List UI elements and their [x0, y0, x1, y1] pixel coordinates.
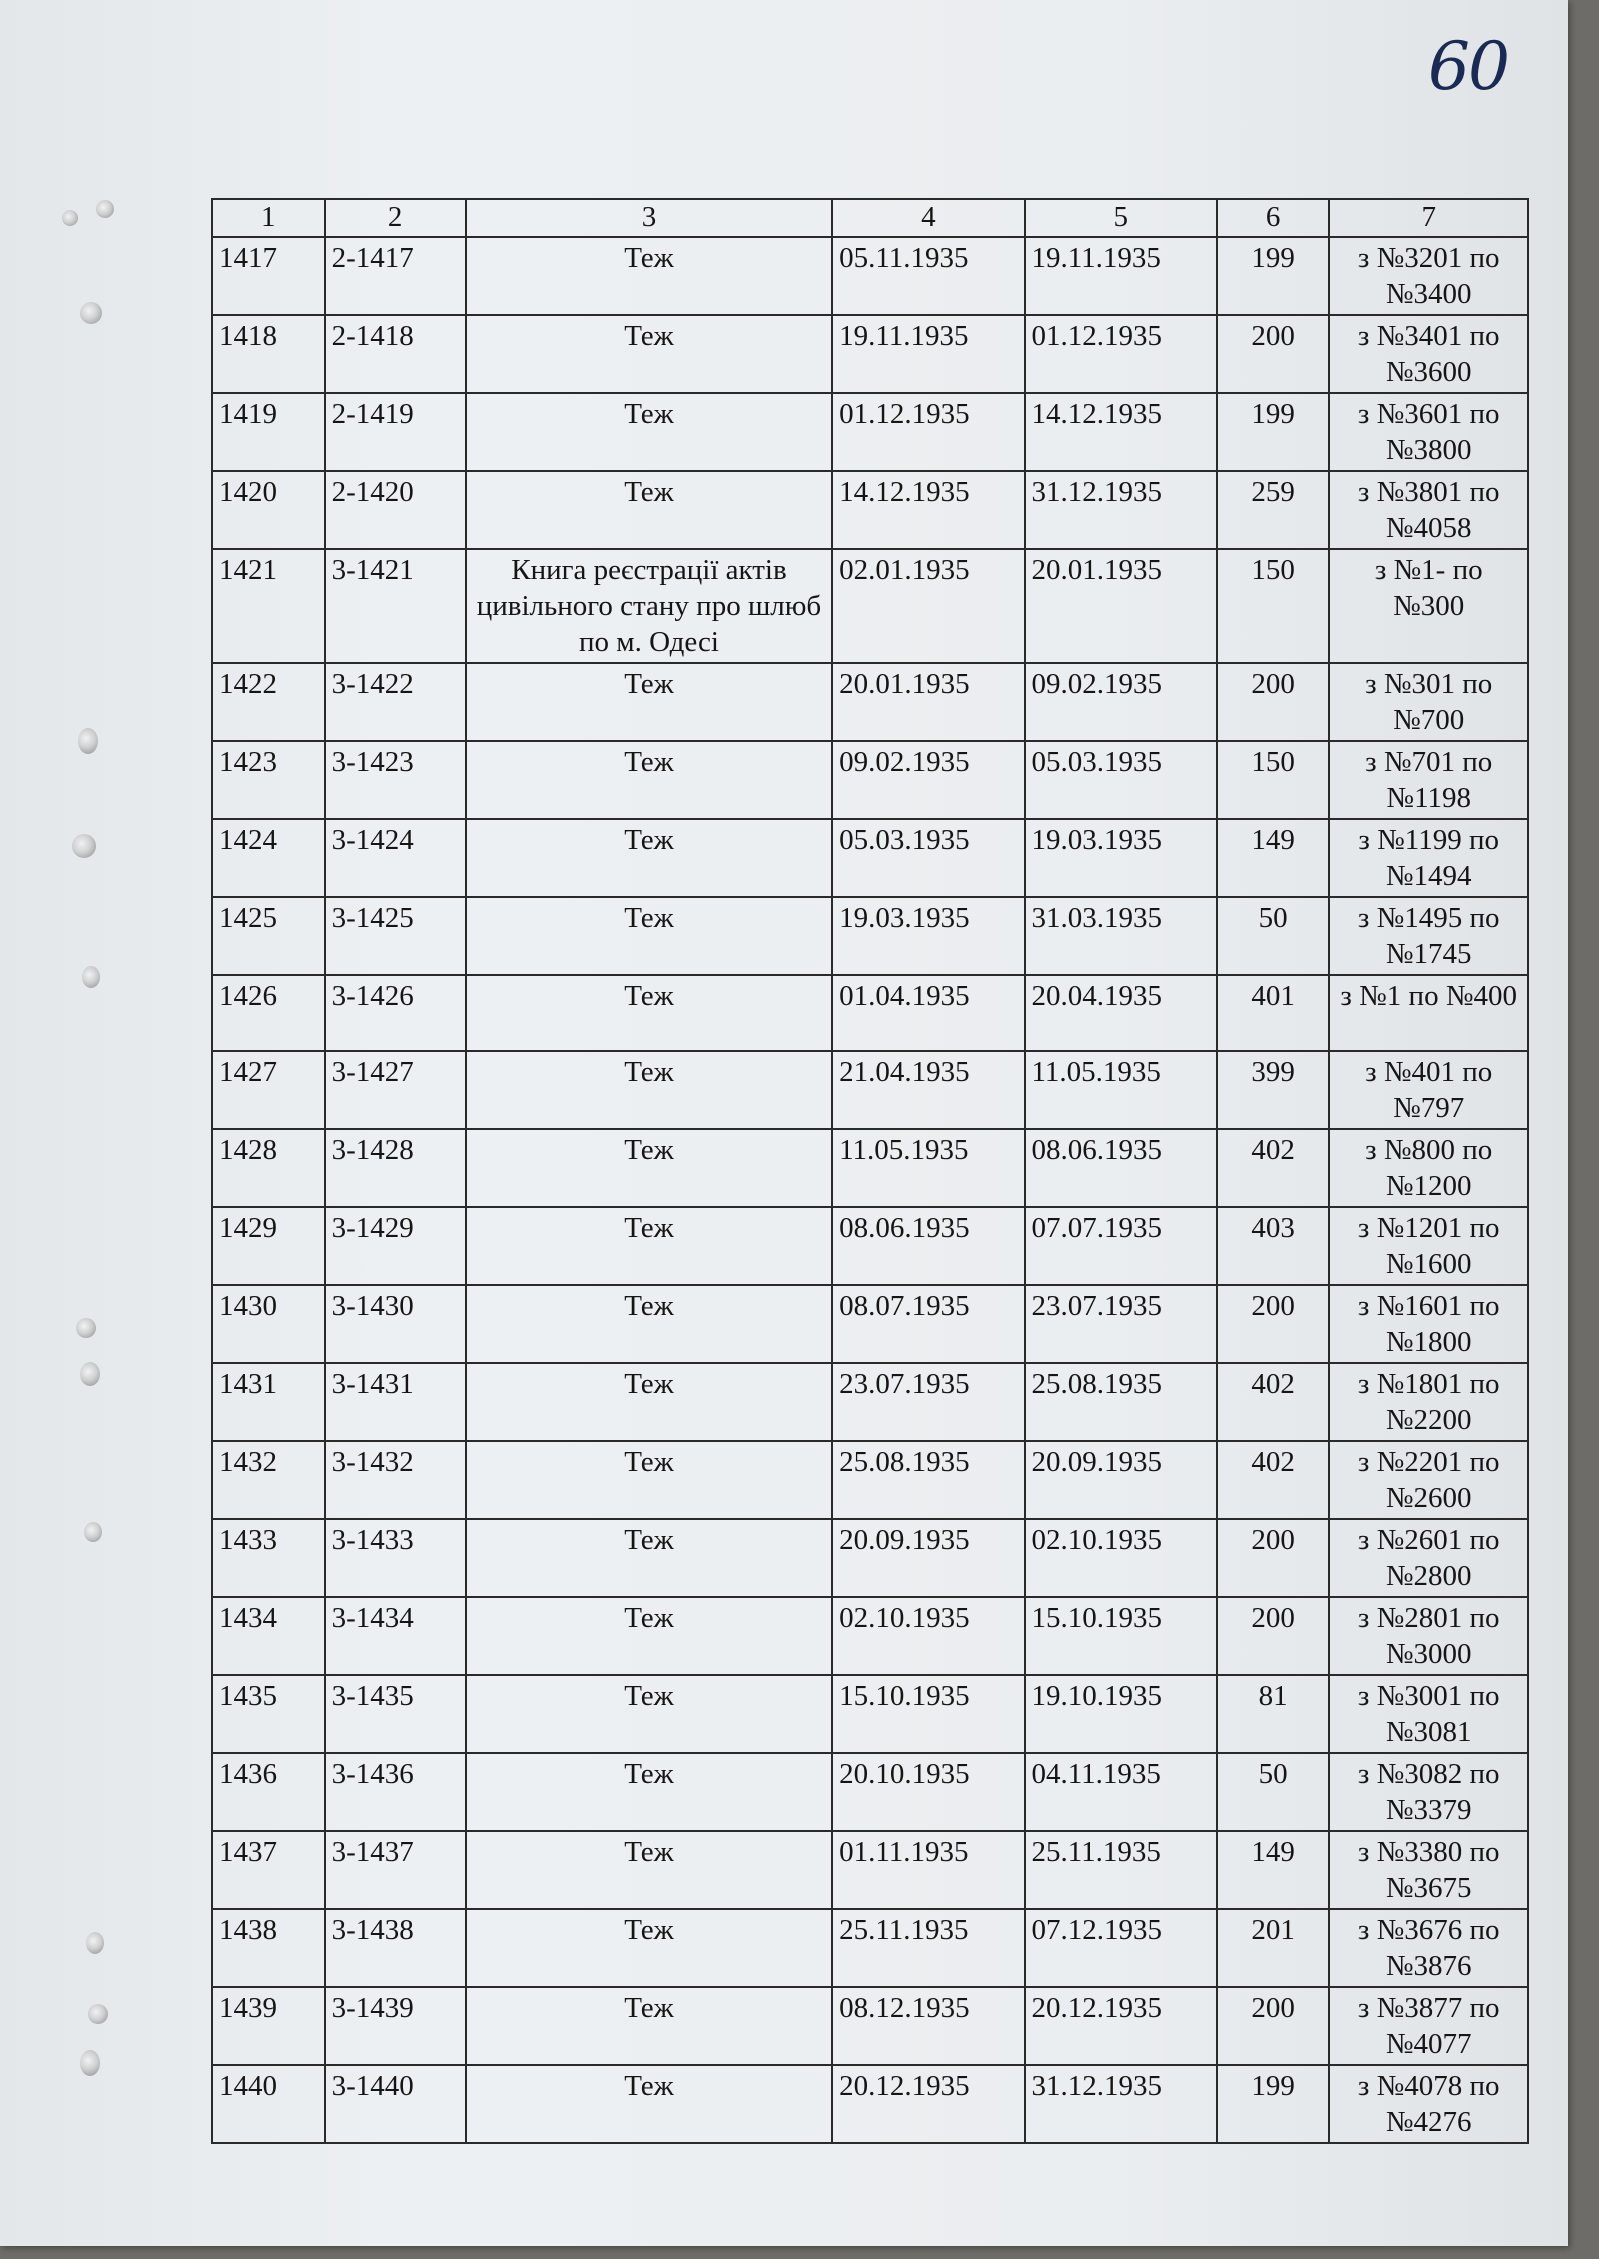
cell-file-number: 1432 [212, 1441, 325, 1519]
cell-start-date: 19.03.1935 [832, 897, 1024, 975]
header-row [212, 199, 1528, 237]
cell-record-range: з №1495 по №1745 [1329, 897, 1528, 975]
table-row [212, 237, 1528, 315]
table-row [212, 1441, 1528, 1519]
cell-record-count: 200 [1217, 663, 1330, 741]
cell-end-date: 23.07.1935 [1025, 1285, 1217, 1363]
cell-title: Теж [466, 1363, 832, 1441]
cell-file-number: 1427 [212, 1051, 325, 1129]
cell-cipher: 3-1439 [325, 1987, 466, 2065]
punch-hole-icon [88, 2004, 108, 2024]
cell-start-date: 20.01.1935 [832, 663, 1024, 741]
cell-end-date: 07.12.1935 [1025, 1909, 1217, 1987]
cell-start-date: 15.10.1935 [832, 1675, 1024, 1753]
table-row [212, 1753, 1528, 1831]
cell-record-count: 401 [1217, 975, 1330, 1051]
cell-record-count: 200 [1217, 1987, 1330, 2065]
table-row [212, 741, 1528, 819]
table-row [212, 2065, 1528, 2143]
cell-record-count: 199 [1217, 2065, 1330, 2143]
cell-end-date: 19.03.1935 [1025, 819, 1217, 897]
cell-start-date: 25.11.1935 [832, 1909, 1024, 1987]
punch-hole-icon [78, 728, 98, 754]
cell-file-number: 1428 [212, 1129, 325, 1207]
cell-title: Теж [466, 897, 832, 975]
cell-record-range: з №2601 по №2800 [1329, 1519, 1528, 1597]
cell-cipher: 2-1419 [325, 393, 466, 471]
cell-cipher: 3-1426 [325, 975, 466, 1051]
cell-title: Теж [466, 1675, 832, 1753]
cell-cipher: 3-1429 [325, 1207, 466, 1285]
cell-file-number: 1417 [212, 237, 325, 315]
cell-cipher: 3-1428 [325, 1129, 466, 1207]
cell-end-date: 20.12.1935 [1025, 1987, 1217, 2065]
table-row [212, 1519, 1528, 1597]
cell-title: Теж [466, 975, 832, 1051]
cell-record-range: з №4078 по №4276 [1329, 2065, 1528, 2143]
punch-hole-icon [62, 210, 78, 226]
cell-end-date: 07.07.1935 [1025, 1207, 1217, 1285]
punch-hole-icon [76, 1318, 96, 1338]
cell-cipher: 3-1425 [325, 897, 466, 975]
cell-start-date: 25.08.1935 [832, 1441, 1024, 1519]
cell-file-number: 1422 [212, 663, 325, 741]
cell-cipher: 3-1432 [325, 1441, 466, 1519]
cell-record-count: 150 [1217, 741, 1330, 819]
cell-cipher: 2-1418 [325, 315, 466, 393]
punch-hole-icon [84, 1522, 102, 1542]
cell-file-number: 1423 [212, 741, 325, 819]
registry-table [211, 198, 1529, 2144]
cell-record-count: 200 [1217, 1597, 1330, 1675]
cell-file-number: 1440 [212, 2065, 325, 2143]
cell-file-number: 1437 [212, 1831, 325, 1909]
cell-title: Теж [466, 819, 832, 897]
table-row [212, 471, 1528, 549]
cell-file-number: 1419 [212, 393, 325, 471]
cell-start-date: 02.10.1935 [832, 1597, 1024, 1675]
cell-file-number: 1435 [212, 1675, 325, 1753]
cell-record-count: 399 [1217, 1051, 1330, 1129]
cell-record-range: з №3380 по №3675 [1329, 1831, 1528, 1909]
cell-title: Теж [466, 1753, 832, 1831]
punch-hole-icon [72, 834, 96, 858]
cell-start-date: 14.12.1935 [832, 471, 1024, 549]
cell-record-count: 199 [1217, 237, 1330, 315]
cell-file-number: 1420 [212, 471, 325, 549]
registry-table-body [212, 237, 1528, 2143]
table-row [212, 1987, 1528, 2065]
cell-record-count: 200 [1217, 1519, 1330, 1597]
cell-record-range: з №2201 по №2600 [1329, 1441, 1528, 1519]
cell-record-count: 150 [1217, 549, 1330, 663]
column-header: 3 [466, 199, 832, 237]
cell-file-number: 1439 [212, 1987, 325, 2065]
cell-file-number: 1425 [212, 897, 325, 975]
cell-title: Теж [466, 393, 832, 471]
cell-cipher: 3-1422 [325, 663, 466, 741]
cell-title: Теж [466, 1987, 832, 2065]
column-header: 7 [1329, 199, 1528, 237]
cell-end-date: 20.09.1935 [1025, 1441, 1217, 1519]
cell-end-date: 14.12.1935 [1025, 393, 1217, 471]
punch-hole-icon [80, 1362, 100, 1386]
cell-record-count: 199 [1217, 393, 1330, 471]
cell-record-range: з №1- по №300 [1329, 549, 1528, 663]
cell-record-count: 149 [1217, 819, 1330, 897]
cell-record-count: 402 [1217, 1363, 1330, 1441]
table-row [212, 1285, 1528, 1363]
cell-title: Теж [466, 315, 832, 393]
cell-end-date: 20.01.1935 [1025, 549, 1217, 663]
cell-start-date: 08.07.1935 [832, 1285, 1024, 1363]
cell-start-date: 08.12.1935 [832, 1987, 1024, 2065]
table-row [212, 549, 1528, 663]
cell-title: Теж [466, 237, 832, 315]
cell-end-date: 11.05.1935 [1025, 1051, 1217, 1129]
cell-start-date: 01.12.1935 [832, 393, 1024, 471]
cell-start-date: 21.04.1935 [832, 1051, 1024, 1129]
cell-title: Теж [466, 1051, 832, 1129]
cell-file-number: 1434 [212, 1597, 325, 1675]
cell-record-count: 50 [1217, 897, 1330, 975]
punch-hole-icon [82, 966, 100, 988]
cell-record-count: 259 [1217, 471, 1330, 549]
cell-title: Теж [466, 1597, 832, 1675]
cell-title: Теж [466, 741, 832, 819]
cell-record-count: 81 [1217, 1675, 1330, 1753]
cell-title: Теж [466, 1441, 832, 1519]
table-row [212, 393, 1528, 471]
cell-start-date: 05.11.1935 [832, 237, 1024, 315]
cell-file-number: 1418 [212, 315, 325, 393]
cell-cipher: 3-1440 [325, 2065, 466, 2143]
cell-title: Теж [466, 471, 832, 549]
cell-record-count: 201 [1217, 1909, 1330, 1987]
cell-start-date: 01.04.1935 [832, 975, 1024, 1051]
cell-end-date: 01.12.1935 [1025, 315, 1217, 393]
cell-record-range: з №701 по №1198 [1329, 741, 1528, 819]
cell-title: Книга реєстрації актів цивільного стану про шлюб по м. Одесі [466, 549, 832, 663]
cell-record-range: з №1601 по №1800 [1329, 1285, 1528, 1363]
cell-file-number: 1421 [212, 549, 325, 663]
cell-cipher: 3-1436 [325, 1753, 466, 1831]
cell-start-date: 20.09.1935 [832, 1519, 1024, 1597]
cell-cipher: 3-1438 [325, 1909, 466, 1987]
cell-record-count: 50 [1217, 1753, 1330, 1831]
cell-cipher: 3-1423 [325, 741, 466, 819]
cell-title: Теж [466, 1831, 832, 1909]
column-header: 5 [1025, 199, 1217, 237]
table-row [212, 1675, 1528, 1753]
cell-record-count: 149 [1217, 1831, 1330, 1909]
cell-file-number: 1433 [212, 1519, 325, 1597]
cell-record-range: з №3001 по №3081 [1329, 1675, 1528, 1753]
cell-cipher: 3-1430 [325, 1285, 466, 1363]
cell-file-number: 1438 [212, 1909, 325, 1987]
cell-start-date: 20.12.1935 [832, 2065, 1024, 2143]
cell-cipher: 3-1433 [325, 1519, 466, 1597]
cell-record-range: з №3601 по №3800 [1329, 393, 1528, 471]
cell-record-range: з №3676 по №3876 [1329, 1909, 1528, 1987]
cell-end-date: 08.06.1935 [1025, 1129, 1217, 1207]
cell-end-date: 02.10.1935 [1025, 1519, 1217, 1597]
cell-title: Теж [466, 2065, 832, 2143]
cell-start-date: 05.03.1935 [832, 819, 1024, 897]
handwritten-page-number: 60 [1428, 28, 1508, 105]
punch-hole-icon [80, 302, 102, 324]
cell-file-number: 1424 [212, 819, 325, 897]
punch-hole-icon [80, 2050, 100, 2076]
cell-end-date: 25.11.1935 [1025, 1831, 1217, 1909]
table-row [212, 1129, 1528, 1207]
cell-cipher: 2-1420 [325, 471, 466, 549]
cell-end-date: 09.02.1935 [1025, 663, 1217, 741]
cell-end-date: 25.08.1935 [1025, 1363, 1217, 1441]
registry-table-wrapper [211, 198, 1529, 2144]
cell-record-count: 200 [1217, 315, 1330, 393]
cell-record-range: з №3401 по №3600 [1329, 315, 1528, 393]
cell-cipher: 3-1434 [325, 1597, 466, 1675]
cell-record-range: з №2801 по №3000 [1329, 1597, 1528, 1675]
cell-title: Теж [466, 1207, 832, 1285]
cell-record-range: з №3801 по №4058 [1329, 471, 1528, 549]
table-row [212, 975, 1528, 1051]
cell-cipher: 2-1417 [325, 237, 466, 315]
cell-cipher: 3-1435 [325, 1675, 466, 1753]
cell-record-range: з №1801 по №2200 [1329, 1363, 1528, 1441]
cell-end-date: 31.03.1935 [1025, 897, 1217, 975]
cell-cipher: 3-1427 [325, 1051, 466, 1129]
punch-hole-icon [86, 1932, 104, 1954]
cell-file-number: 1431 [212, 1363, 325, 1441]
cell-title: Теж [466, 663, 832, 741]
cell-start-date: 19.11.1935 [832, 315, 1024, 393]
table-row [212, 1909, 1528, 1987]
cell-start-date: 11.05.1935 [832, 1129, 1024, 1207]
cell-record-range: з №401 по №797 [1329, 1051, 1528, 1129]
table-row [212, 1597, 1528, 1675]
cell-record-range: з №800 по №1200 [1329, 1129, 1528, 1207]
table-row [212, 315, 1528, 393]
cell-end-date: 31.12.1935 [1025, 2065, 1217, 2143]
cell-start-date: 01.11.1935 [832, 1831, 1024, 1909]
cell-title: Теж [466, 1285, 832, 1363]
cell-record-count: 200 [1217, 1285, 1330, 1363]
cell-record-count: 402 [1217, 1441, 1330, 1519]
table-row [212, 897, 1528, 975]
punch-hole-icon [96, 200, 114, 218]
table-row [212, 663, 1528, 741]
cell-end-date: 15.10.1935 [1025, 1597, 1217, 1675]
column-header: 1 [212, 199, 325, 237]
cell-start-date: 20.10.1935 [832, 1753, 1024, 1831]
cell-start-date: 09.02.1935 [832, 741, 1024, 819]
cell-record-range: з №1201 по №1600 [1329, 1207, 1528, 1285]
column-header: 2 [325, 199, 466, 237]
column-header: 4 [832, 199, 1024, 237]
cell-record-range: з №301 по №700 [1329, 663, 1528, 741]
table-row [212, 1831, 1528, 1909]
cell-end-date: 19.11.1935 [1025, 237, 1217, 315]
cell-end-date: 31.12.1935 [1025, 471, 1217, 549]
cell-start-date: 02.01.1935 [832, 549, 1024, 663]
cell-record-range: з №1199 по №1494 [1329, 819, 1528, 897]
cell-record-range: з №3201 по №3400 [1329, 237, 1528, 315]
table-row [212, 1207, 1528, 1285]
cell-end-date: 19.10.1935 [1025, 1675, 1217, 1753]
cell-start-date: 08.06.1935 [832, 1207, 1024, 1285]
cell-cipher: 3-1431 [325, 1363, 466, 1441]
cell-cipher: 3-1437 [325, 1831, 466, 1909]
cell-file-number: 1426 [212, 975, 325, 1051]
cell-cipher: 3-1421 [325, 549, 466, 663]
cell-record-count: 403 [1217, 1207, 1330, 1285]
cell-cipher: 3-1424 [325, 819, 466, 897]
cell-record-range: з №1 по №400 [1329, 975, 1528, 1051]
cell-record-range: з №3877 по №4077 [1329, 1987, 1528, 2065]
cell-file-number: 1429 [212, 1207, 325, 1285]
cell-title: Теж [466, 1129, 832, 1207]
table-row [212, 1363, 1528, 1441]
cell-record-count: 402 [1217, 1129, 1330, 1207]
cell-end-date: 20.04.1935 [1025, 975, 1217, 1051]
cell-record-range: з №3082 по №3379 [1329, 1753, 1528, 1831]
table-row [212, 819, 1528, 897]
cell-title: Теж [466, 1909, 832, 1987]
cell-end-date: 04.11.1935 [1025, 1753, 1217, 1831]
cell-end-date: 05.03.1935 [1025, 741, 1217, 819]
cell-title: Теж [466, 1519, 832, 1597]
column-header: 6 [1217, 199, 1330, 237]
cell-file-number: 1430 [212, 1285, 325, 1363]
table-row [212, 1051, 1528, 1129]
cell-start-date: 23.07.1935 [832, 1363, 1024, 1441]
cell-file-number: 1436 [212, 1753, 325, 1831]
